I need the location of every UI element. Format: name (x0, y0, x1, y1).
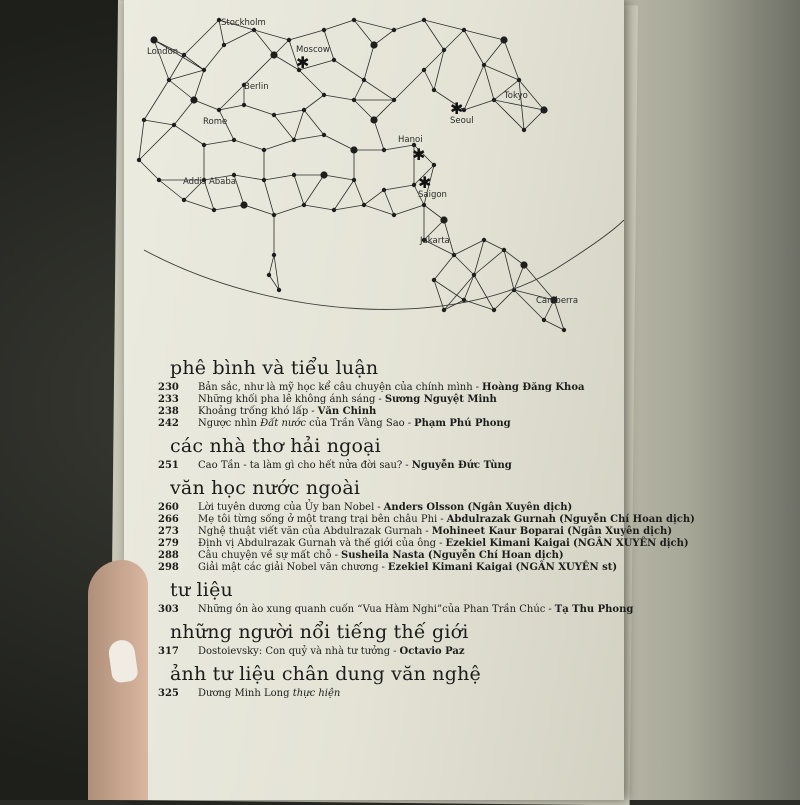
network-node (540, 106, 547, 113)
network-edge (139, 160, 159, 180)
network-edge (524, 110, 544, 130)
network-edge (204, 140, 234, 145)
network-edge (304, 95, 324, 110)
network-node (212, 208, 216, 212)
network-edge (354, 20, 394, 30)
network-node (167, 78, 171, 82)
network-edge (424, 50, 444, 70)
entry-author: Anders Olsson (383, 502, 465, 513)
network-edge (484, 240, 504, 250)
network-edge (144, 120, 174, 125)
network-edge (274, 115, 294, 140)
network-node (352, 98, 356, 102)
network-edge (474, 240, 484, 275)
network-edge (524, 265, 554, 300)
network-node (432, 163, 436, 167)
network-edge (304, 205, 334, 210)
entry-author: Phạm Phú Phong (414, 418, 511, 429)
page-number: 238 (158, 406, 179, 417)
toc-entry: 279 Định vị Abdulrazak Gurnah và thế giới của ông - Ezekiel Kimani Kaigai (NGÂN XUYÊN dịch) (158, 538, 689, 549)
network-node (277, 288, 281, 292)
network-edge (374, 30, 394, 45)
network-node (382, 188, 386, 192)
network-node (217, 108, 221, 112)
network-edge (184, 55, 204, 70)
network-node (452, 253, 456, 257)
network-edge (244, 55, 274, 85)
network-edge (289, 30, 324, 40)
city-label: Rome (203, 117, 228, 127)
page-number: 303 (158, 604, 179, 615)
network-node (412, 183, 416, 187)
network-edge (139, 120, 144, 160)
network-node (252, 28, 256, 32)
entry-title: Những khối pha lê không ánh sáng (198, 394, 376, 405)
network-edge (354, 100, 374, 120)
network-edge (494, 290, 514, 310)
city-label: Seoul (450, 116, 474, 126)
network-edge (304, 175, 324, 205)
network-node (222, 43, 226, 47)
network-edge (384, 190, 394, 215)
section-heading: tư liệu (170, 579, 233, 601)
network-edge (354, 20, 374, 45)
network-node (157, 178, 161, 182)
network-edge (364, 80, 394, 100)
entry-author: Ezekiel Kimani Kaigai (445, 538, 570, 549)
network-node (262, 148, 266, 152)
city-label: Jakarta (420, 236, 450, 246)
network-node (562, 328, 566, 332)
network-node (320, 171, 327, 178)
network-node (240, 201, 247, 208)
network-node (432, 278, 436, 282)
network-node (350, 146, 357, 153)
network-edge (274, 205, 304, 215)
network-edge (254, 30, 274, 55)
page-number: 325 (158, 688, 179, 699)
network-node (517, 78, 521, 82)
network-node (182, 198, 186, 202)
network-edge (274, 255, 279, 290)
page-number: 233 (158, 394, 179, 405)
network-edge (434, 255, 454, 280)
network-node (382, 148, 386, 152)
network-node (322, 28, 326, 32)
network-edge (174, 125, 204, 145)
network-edge (504, 40, 519, 80)
network-node (287, 38, 291, 42)
network-edge (224, 30, 254, 45)
network-edge (184, 200, 214, 210)
network-edge (169, 80, 194, 100)
network-edge (424, 205, 444, 220)
entry-title: Định vị Abdulrazak Gurnah và thế giới của ông (198, 538, 437, 549)
network-edge (334, 205, 364, 210)
toc-entry: 238 Khoảng trống khó lấp - Văn Chinh (158, 406, 377, 417)
network-edge (434, 50, 444, 90)
network-node (440, 216, 447, 223)
network-edge (244, 105, 274, 115)
entry-title: Bản sắc, như là mỹ học kể câu chuyện của chính mình (198, 382, 473, 393)
network-node (272, 113, 276, 117)
network-edge (514, 265, 524, 290)
hanoi-star-icon: ✱ (412, 145, 426, 164)
network-node (292, 138, 296, 142)
network-node (472, 273, 476, 277)
city-label: Camberra (536, 296, 579, 306)
network-node (392, 98, 396, 102)
network-node (292, 173, 296, 177)
entry-title: Mẹ tôi từng sống ở một trang trại bên châu Phi (198, 514, 438, 525)
network-edge (434, 280, 464, 300)
network-node (202, 143, 206, 147)
network-node (502, 248, 506, 252)
entry-author: Nguyễn Đức Tùng (411, 460, 512, 471)
network-edge (304, 110, 324, 135)
entry-title: Ngược nhìn Đất nước của Trần Vàng Sao (198, 418, 405, 429)
network-edge (394, 70, 424, 100)
network-edge (274, 110, 304, 115)
page-number: 251 (158, 460, 179, 471)
network-edge (334, 60, 364, 80)
entry-author: Sương Nguyệt Minh (384, 394, 497, 405)
network-node (352, 178, 356, 182)
network-edge (484, 40, 504, 65)
network-node (370, 116, 377, 123)
entry-author: Ezekiel Kimani Kaigai (387, 562, 513, 573)
network-edge (364, 190, 384, 205)
page-number: 242 (158, 418, 179, 429)
entry-author: Hoàng Đăng Khoa (482, 382, 585, 393)
network-edge (264, 140, 294, 150)
section-heading: các nhà thơ hải ngoại (170, 435, 381, 457)
toc-entry: 317 Dostoievsky: Con quỷ và nhà tư tưởng - Octavio Paz (158, 646, 465, 657)
network-node (150, 36, 157, 43)
page-number: 260 (158, 502, 179, 513)
entry-author: Octavio Paz (399, 646, 465, 657)
toc-entry: 251 Cao Tần - ta làm gì cho hết nửa đời sau? - Nguyễn Đức Tùng (158, 460, 512, 471)
network-node (202, 68, 206, 72)
network-edge (364, 205, 394, 215)
city-label: Berlin (244, 82, 269, 92)
moscow-star-icon: ✱ (296, 53, 310, 72)
network-node (142, 118, 146, 122)
city-label: Stockholm (221, 18, 266, 28)
city-label: Saigon (418, 190, 447, 200)
network-node (262, 178, 266, 182)
entry-title: Khoảng trống khó lấp (198, 406, 309, 417)
network-node (182, 53, 186, 57)
section-heading: văn học nước ngoài (170, 477, 361, 499)
network-edge (384, 185, 414, 190)
network-edge (454, 255, 474, 275)
network-node (422, 18, 426, 22)
network-edge (294, 175, 304, 205)
network-edge (444, 30, 464, 50)
network-edge (234, 175, 264, 180)
toc-entry: 242 Ngược nhìn Đất nước của Trần Vàng Sao - Phạm Phú Phong (158, 418, 511, 429)
network-edge (299, 70, 324, 95)
entry-title: Nghệ thuật viết văn của Abdulrazak Gurnah (198, 526, 423, 537)
network-node (462, 298, 466, 302)
network-edge (214, 205, 244, 210)
entry-title: Câu chuyện về sự mất chỗ (198, 550, 332, 561)
network-node (137, 158, 141, 162)
network-node (332, 58, 336, 62)
network-node (542, 318, 546, 322)
page-number: 230 (158, 382, 179, 393)
entry-author: Tạ Thu Phong (554, 604, 634, 615)
network-edge (174, 100, 194, 125)
network-edge (484, 65, 519, 80)
network-edge (264, 175, 294, 180)
network-node (172, 123, 176, 127)
network-edge (269, 255, 274, 275)
network-edge (294, 135, 324, 140)
network-edge (454, 240, 484, 255)
network-edge (334, 180, 354, 210)
network-node (370, 41, 377, 48)
network-edge (374, 120, 384, 150)
network-edge (144, 80, 169, 120)
seoul-star-icon: ✱ (450, 99, 464, 118)
page-number: 288 (158, 550, 179, 561)
network-node (232, 138, 236, 142)
network-node (322, 93, 326, 97)
toc-entry: 266 Mẹ tôi từng sống ở một trang trại bên châu Phi - Abdulrazak Gurnah (Nguyễn Chí Hoan dịch) (158, 514, 695, 525)
city-label: Hanoi (398, 135, 423, 145)
network-edge (194, 70, 204, 100)
entry-title: Dương Minh Long (198, 688, 290, 699)
network-node (242, 103, 246, 107)
city-label: Addis Ababa (183, 177, 236, 187)
network-node (352, 18, 356, 22)
map-network-dots (137, 18, 566, 332)
network-edge (424, 70, 434, 90)
network-edge (364, 45, 374, 80)
page-number: 279 (158, 538, 179, 549)
network-node (272, 253, 276, 257)
network-edge (494, 100, 524, 130)
network-node (442, 48, 446, 52)
world-network-map (124, 0, 624, 360)
network-edge (139, 125, 174, 160)
network-node (462, 28, 466, 32)
network-node (500, 36, 507, 43)
network-node (492, 308, 496, 312)
network-node (362, 78, 366, 82)
entry-title: Những ồn ào xung quanh cuốn “Vua Hàm Nghi”của Phan Trần Chúc (198, 604, 546, 615)
toc-entry: 288 Câu chuyện về sự mất chỗ - Susheila Nasta (Nguyễn Chí Hoan dịch) (158, 550, 564, 561)
network-edge (244, 205, 274, 215)
network-node (322, 133, 326, 137)
network-edge (394, 20, 424, 30)
network-edge (464, 100, 494, 110)
map-network-lines (139, 20, 564, 330)
network-edge (159, 180, 184, 200)
network-node (332, 208, 336, 212)
network-node (392, 28, 396, 32)
network-edge (394, 205, 424, 215)
city-label: Tokyo (504, 91, 528, 101)
network-edge (184, 20, 219, 55)
page-number: 266 (158, 514, 179, 525)
section-heading: phê bình và tiểu luận (170, 357, 379, 379)
entry-title: Lời tuyên dương của Ủy ban Nobel (198, 502, 375, 513)
entry-title: Cao Tần - ta làm gì cho hết nửa đời sau? (198, 460, 403, 471)
network-node (272, 213, 276, 217)
network-edge (374, 100, 394, 120)
toc-entry (158, 688, 628, 700)
network-edge (464, 65, 484, 110)
city-label: Moscow (296, 45, 330, 55)
network-node (422, 203, 426, 207)
network-node (482, 238, 486, 242)
section-heading: những người nổi tiếng thế giới (170, 621, 469, 643)
section-heading: ảnh tư liệu chân dung văn nghệ (170, 663, 481, 685)
network-edge (234, 140, 264, 150)
network-edge (464, 30, 484, 65)
entry-author: Văn Chinh (317, 406, 377, 417)
page-number: 298 (158, 562, 179, 573)
network-node (302, 108, 306, 112)
entry-note: (Ngân Xuyên dịch) (467, 502, 573, 513)
network-node (492, 98, 496, 102)
entry-author: Mohineet Kaur Boparai (431, 526, 564, 537)
toc-entry: 233 Những khối pha lê không ánh sáng - Sương Nguyệt Minh (158, 394, 497, 405)
entry-note: (NGÂN XUYÊN st) (515, 562, 618, 573)
network-edge (324, 95, 354, 100)
toc-entry: 273 Nghệ thuật viết văn của Abdulrazak Gurnah - Mohineet Kaur Boparai (Ngân Xuyên dịch) (158, 526, 673, 537)
network-edge (464, 30, 504, 40)
table-of-contents (158, 352, 695, 700)
page-number: 317 (158, 646, 179, 657)
network-edge (384, 145, 414, 150)
network-edge (324, 135, 354, 150)
entry-author: Abdulrazak Gurnah (446, 514, 556, 525)
network-node (392, 213, 396, 217)
network-node (522, 128, 526, 132)
toc-entry: 260 Lời tuyên dương của Ủy ban Nobel - Anders Olsson (Ngân Xuyên dịch) (158, 502, 573, 513)
network-edge (324, 175, 354, 180)
network-edge (294, 110, 304, 140)
entry-note: (Nguyễn Chí Hoan dịch) (559, 514, 695, 525)
network-node (432, 88, 436, 92)
entry-note: (Ngân Xuyên dịch) (567, 526, 673, 537)
network-edge (254, 30, 289, 40)
network-edge (354, 80, 364, 100)
network-edge (354, 180, 364, 205)
page-number: 273 (158, 526, 179, 537)
network-edge (464, 275, 474, 300)
network-edge (474, 250, 504, 275)
toc-entry: 230 Bản sắc, như là mỹ học kể câu chuyện của chính mình - Hoàng Đăng Khoa (158, 382, 585, 393)
network-edge (204, 45, 224, 70)
network-edge (484, 65, 494, 100)
network-edge (264, 180, 274, 215)
network-node (302, 203, 306, 207)
network-node (190, 96, 197, 103)
entry-title: Dostoievsky: Con quỷ và nhà tư tưởng (198, 646, 391, 657)
network-node (422, 68, 426, 72)
network-node (520, 261, 527, 268)
city-label: London (147, 47, 179, 57)
entry-title-suffix: thực hiện (292, 688, 341, 699)
back-page (610, 0, 800, 800)
network-edge (194, 100, 219, 110)
network-node (482, 63, 486, 67)
toc-entry: 298 Giải mật các giải Nobel văn chương - Ezekiel Kimani Kaigai (NGÂN XUYÊN st) (158, 562, 618, 573)
network-node (442, 308, 446, 312)
entry-note: (Nguyễn Chí Hoan dịch) (427, 550, 564, 561)
entry-author: Susheila Nasta (341, 550, 425, 561)
network-edge (219, 85, 244, 110)
network-edge (324, 20, 354, 30)
network-node (362, 203, 366, 207)
toc-entry: 303 Những ồn ào xung quanh cuốn “Vua Hàm Nghi”của Phan Trần Chúc - Tạ Thu Phong (158, 604, 634, 615)
saigon-star-icon: ✱ (418, 173, 432, 192)
network-node (270, 51, 277, 58)
entry-title: Giải mật các giải Nobel văn chương (198, 562, 379, 573)
network-node (267, 273, 271, 277)
entry-note: (NGÂN XUYÊN dịch) (573, 538, 689, 549)
